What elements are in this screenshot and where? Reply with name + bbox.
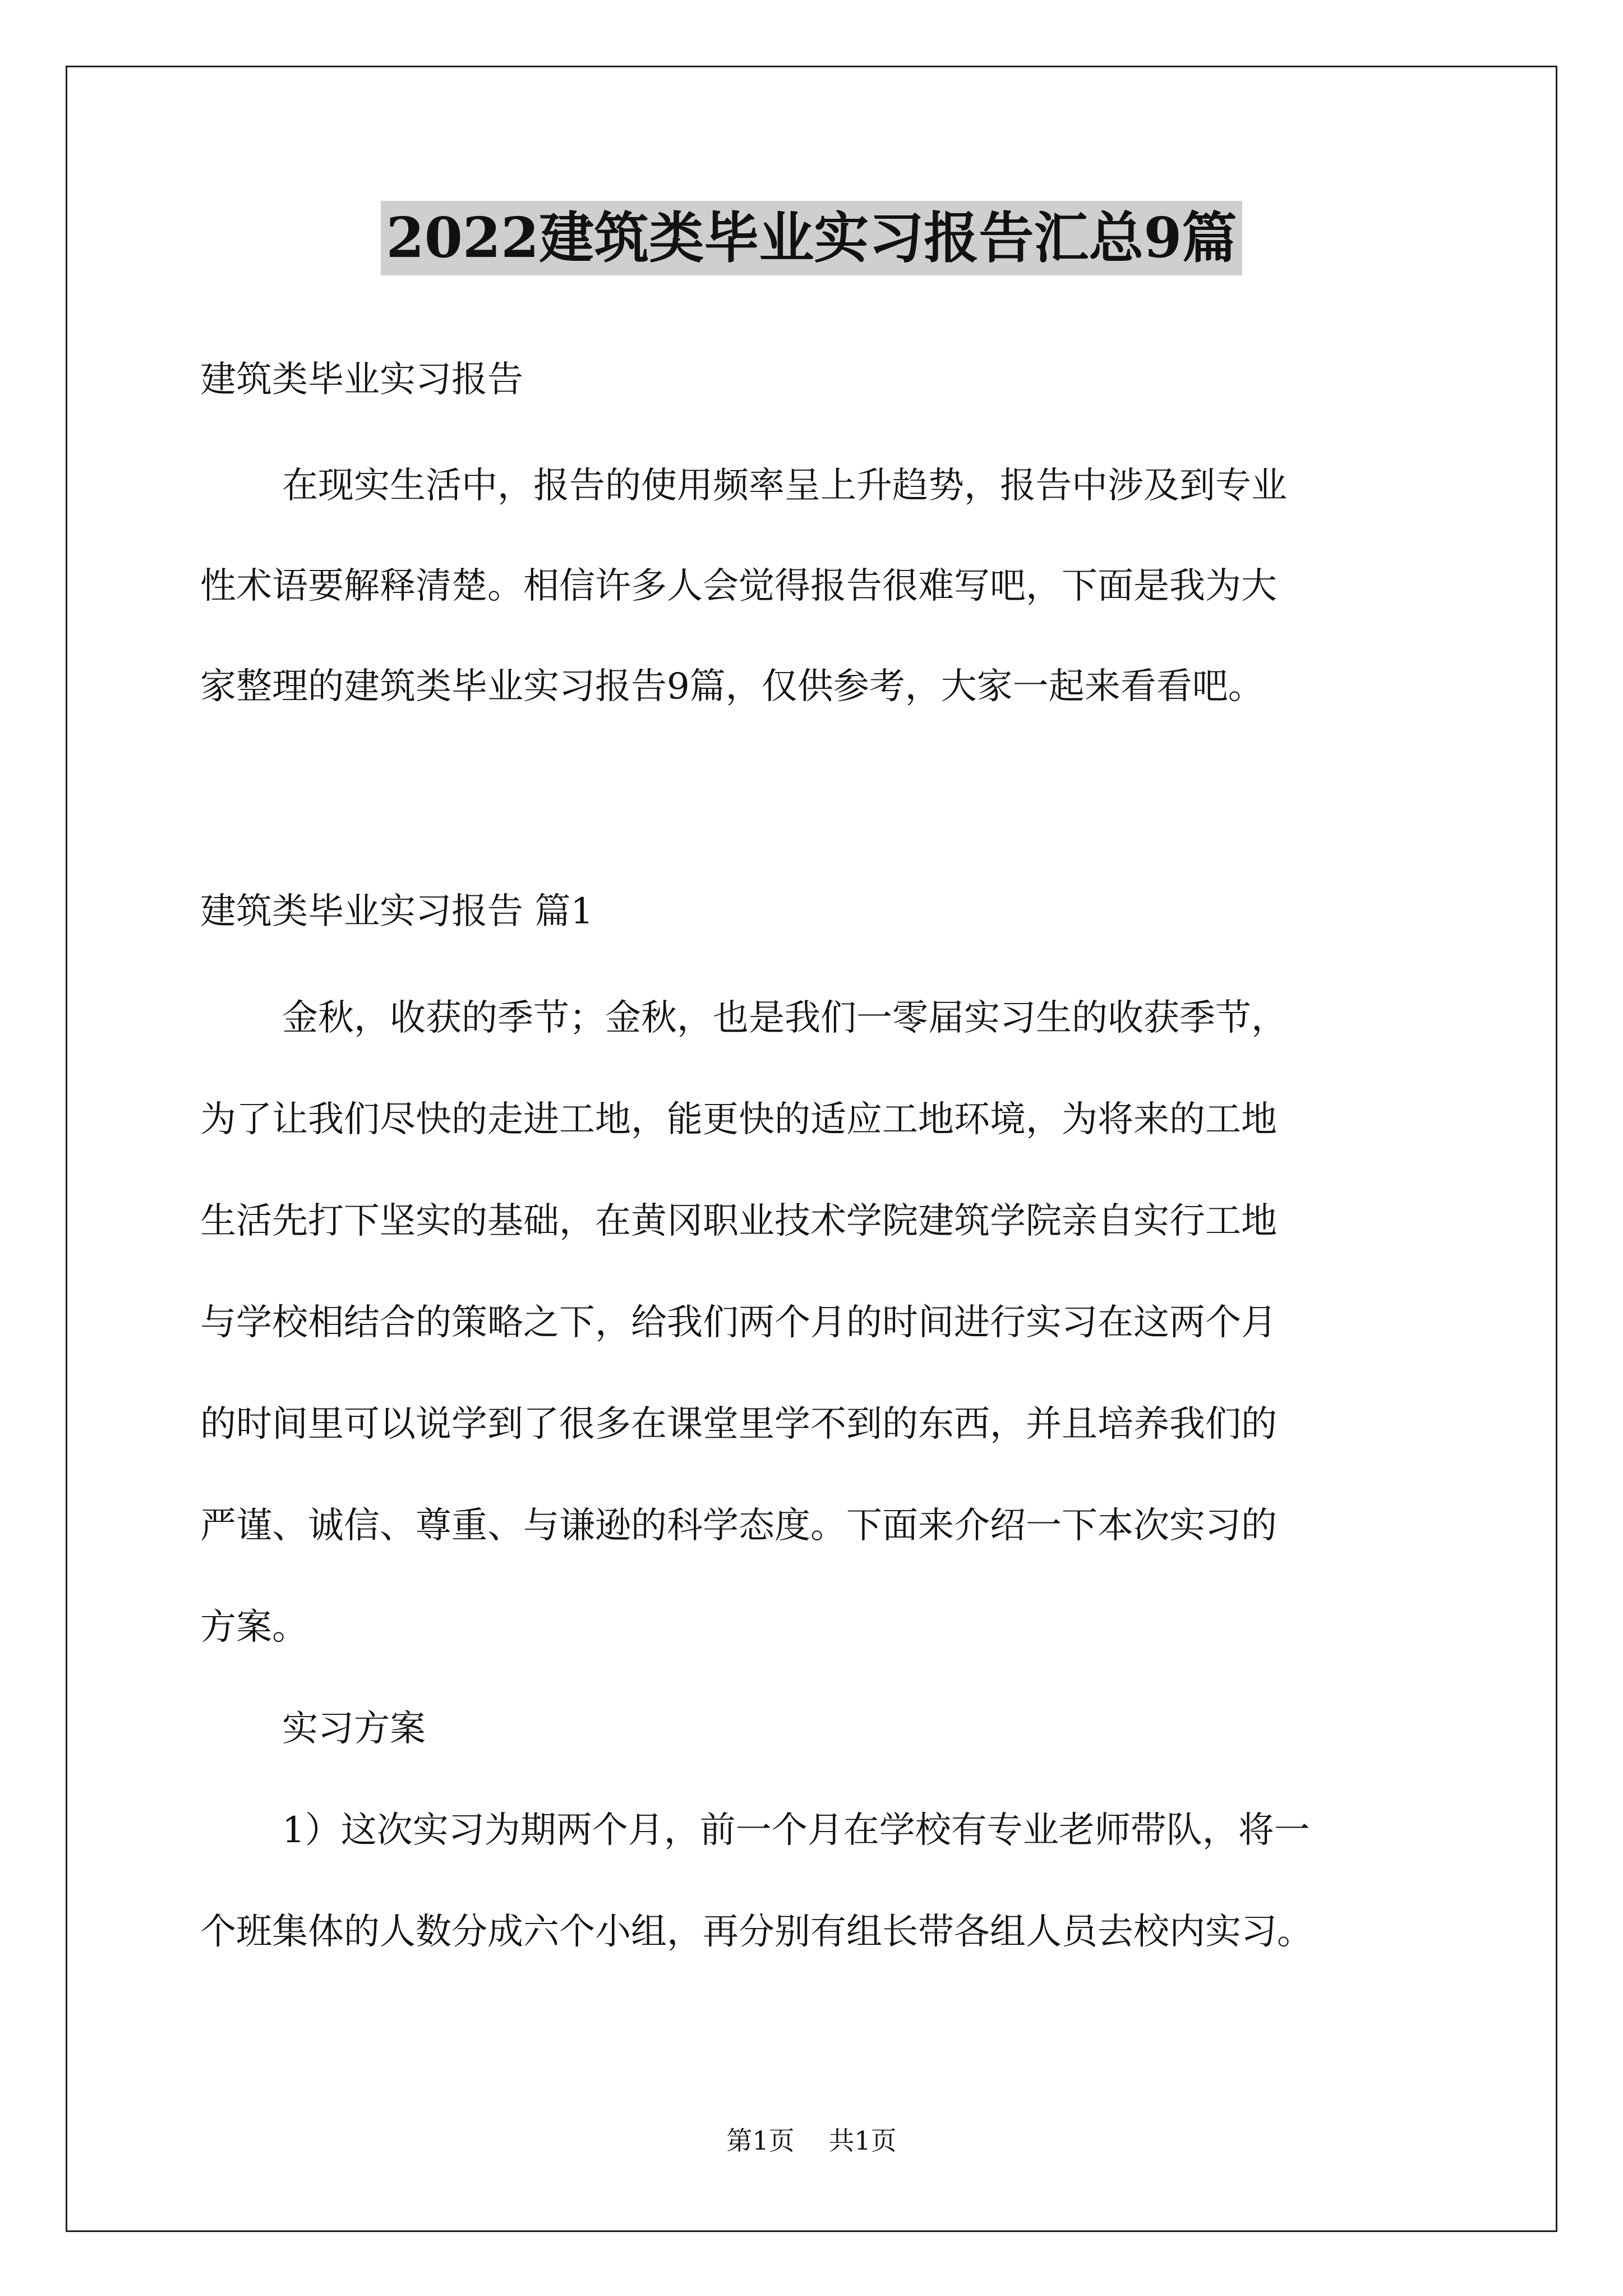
document-title-block (0, 201, 1623, 275)
section-heading: 建筑类毕业实习报告 (200, 359, 523, 401)
paragraph-line: 严谨、诚信、尊重、与谦逊的科学态度。下面来介绍一下本次实习的 (200, 1505, 1277, 1547)
total-pages: 共1页 (828, 2125, 897, 2156)
document-title: 2022建筑类毕业实习报告汇总9篇 (381, 201, 1243, 275)
page-footer (0, 2125, 1623, 2156)
paragraph-line: 方案。 (200, 1607, 308, 1648)
intro-line: 在现实生活中，报告的使用频率呈上升趋势，报告中涉及到专业 (282, 465, 1287, 507)
page-number: 第1页 (726, 2125, 795, 2156)
article-heading: 建筑类毕业实习报告 篇1 (200, 891, 594, 932)
paragraph-line: 的时间里可以说学到了很多在课堂里学不到的东西，并且培养我们的 (200, 1404, 1277, 1445)
paragraph-line: 与学校相结合的策略之下，给我们两个月的时间进行实习在这两个月 (200, 1302, 1277, 1343)
intro-line: 性术语要解释清楚。相信许多人会觉得报告很难写吧，下面是我为大 (200, 565, 1277, 607)
paragraph-line: 金秋，收获的季节；金秋，也是我们一零届实习生的收获季节， (282, 997, 1287, 1039)
paragraph-line: 生活先打下坚实的基础，在黄冈职业技术学院建筑学院亲自实行工地 (200, 1200, 1277, 1242)
paragraph-line: 1）这次实习为期两个月，前一个月在学校有专业老师带队，将一 (282, 1810, 1310, 1851)
paragraph-line: 个班集体的人数分成六个小组，再分别有组长带各组人员去校内实习。 (200, 1911, 1313, 1953)
subheading: 实习方案 (282, 1708, 426, 1750)
intro-line: 家整理的建筑类毕业实习报告9篇，仅供参考，大家一起来看看吧。 (200, 666, 1264, 707)
paragraph-line: 为了让我们尽快的走进工地，能更快的适应工地环境，为将来的工地 (200, 1099, 1277, 1140)
